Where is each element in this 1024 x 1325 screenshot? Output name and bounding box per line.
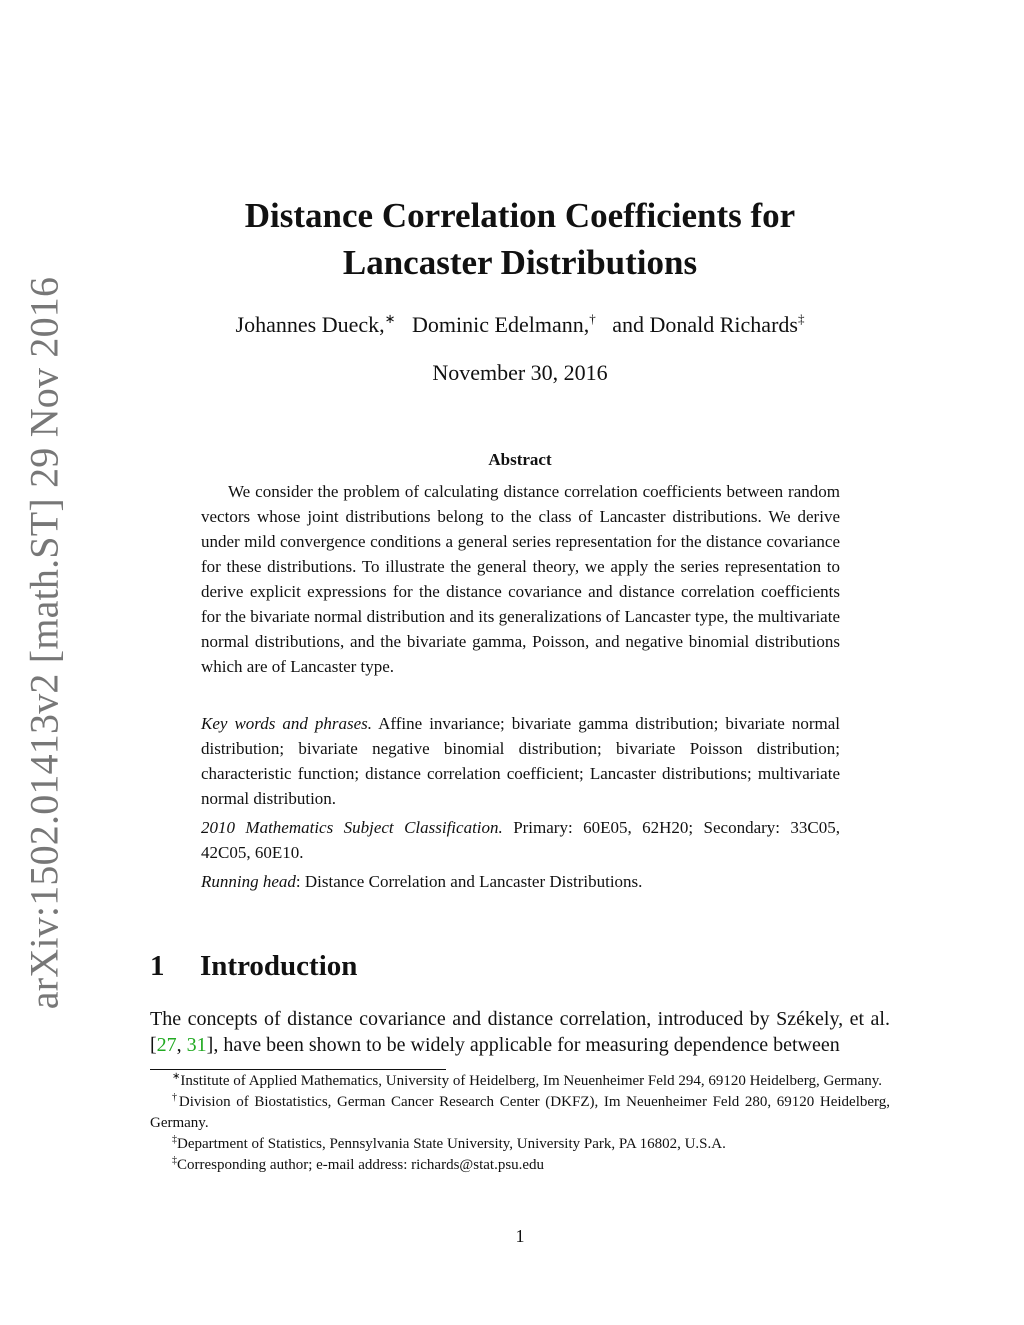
footnote-item bbox=[150, 1134, 890, 1155]
citation-link-27[interactable]: 27 bbox=[156, 1034, 177, 1056]
abstract-body: We consider the problem of calculating distance correlation coefficients between random vectors whose joint distributions belong to the class of Lancaster distributions. We derive under mild convergence conditions a general series representation for the distance covariance for these distributions. To illustrate the general theory, we apply the series representation to derive explicit expressions for the distance covariance and distance correlation coefficients for the bivariate normal distribution and its generalizations of Lancaster type, the multivariate normal distributions, and the bivariate gamma, Poisson, and negative binomial distributions which are of Lancaster type. bbox=[201, 482, 840, 676]
footnote-text: Division of Biostatistics, German Cancer Research Center (DKFZ), Im Neuenheimer Feld 280, 69120 Heidelberg, Germany. bbox=[150, 1094, 891, 1131]
citation-separator: , bbox=[176, 1034, 187, 1056]
keywords-text: Affine invariance; bivariate gamma distribution; bivariate normal distribution; bivariate negative binomial distribution; bivariate Poisson distribution; characteristic function; distance correlation coefficient; Lancaster distributions; multivariate normal distribution. bbox=[201, 714, 841, 808]
msc-text: Primary: 60E05, 62H20; Secondary: 33C05, 42C05, 60E10. bbox=[201, 818, 840, 862]
footnote-item bbox=[150, 1092, 890, 1134]
footnote-item bbox=[150, 1071, 890, 1092]
footnote-mark: † bbox=[172, 1092, 179, 1103]
running-head-label: Running head bbox=[201, 872, 296, 891]
section-title: Introduction bbox=[200, 950, 358, 982]
title-line-2: Lancaster Distributions bbox=[342, 243, 698, 282]
keywords-paragraph bbox=[201, 711, 840, 811]
footnote-mark-richards[interactable]: ‡ bbox=[797, 311, 805, 326]
paper-title bbox=[150, 192, 890, 286]
footnote-text: Department of Statistics, Pennsylvania State University, University Park, PA 16802, U.S.A. bbox=[177, 1136, 726, 1152]
running-head-paragraph bbox=[201, 869, 840, 894]
author-list bbox=[150, 312, 890, 338]
msc-label: 2010 Mathematics Subject Classification. bbox=[201, 818, 503, 837]
keywords-label: Key words and phrases. bbox=[201, 714, 373, 733]
running-head-text: : Distance Correlation and Lancaster Distributions. bbox=[295, 872, 643, 891]
footnote-text: Corresponding author; e-mail address: richards@stat.psu.edu bbox=[177, 1157, 545, 1173]
footnote-mark: ‡ bbox=[172, 1155, 177, 1166]
footnote-mark: ‡ bbox=[172, 1134, 177, 1145]
abstract-heading: Abstract bbox=[488, 450, 552, 469]
footnote-mark: ∗ bbox=[172, 1071, 181, 1082]
intro-text-after: ], have been shown to be widely applicable for measuring dependence between bbox=[206, 1034, 840, 1056]
page-number: 1 bbox=[515, 1226, 525, 1246]
section-number: 1 bbox=[150, 950, 165, 982]
author-dueck: Johannes Dueck, bbox=[235, 312, 385, 337]
section-heading-introduction bbox=[150, 950, 357, 983]
footnote-text: Institute of Applied Mathematics, University of Heidelberg, Im Neuenheimer Feld 294, 69120 Heidelberg, Germany. bbox=[180, 1073, 883, 1089]
arxiv-stamp: arXiv:1502.01413v2 [math.ST] 29 Nov 2016 bbox=[21, 276, 67, 1010]
footnote-item bbox=[150, 1155, 890, 1176]
footnote-mark-edelmann[interactable]: † bbox=[589, 311, 596, 326]
intro-text-before: The concepts of distance covariance and distance correlation, introduced by Székely, et al. [ bbox=[150, 1008, 890, 1056]
author-richards: and Donald Richards bbox=[612, 312, 798, 337]
paper-date: November 30, 2016 bbox=[432, 360, 608, 385]
footnote-divider bbox=[150, 1069, 446, 1070]
author-edelmann: Dominic Edelmann, bbox=[412, 312, 590, 337]
citation-link-31[interactable]: 31 bbox=[186, 1034, 207, 1056]
footnote-mark-dueck[interactable]: ∗ bbox=[384, 311, 396, 326]
title-line-1: Distance Correlation Coefficients for bbox=[244, 196, 796, 235]
introduction-paragraph bbox=[150, 1006, 890, 1058]
footnotes bbox=[150, 1071, 890, 1176]
msc-paragraph bbox=[201, 815, 840, 865]
